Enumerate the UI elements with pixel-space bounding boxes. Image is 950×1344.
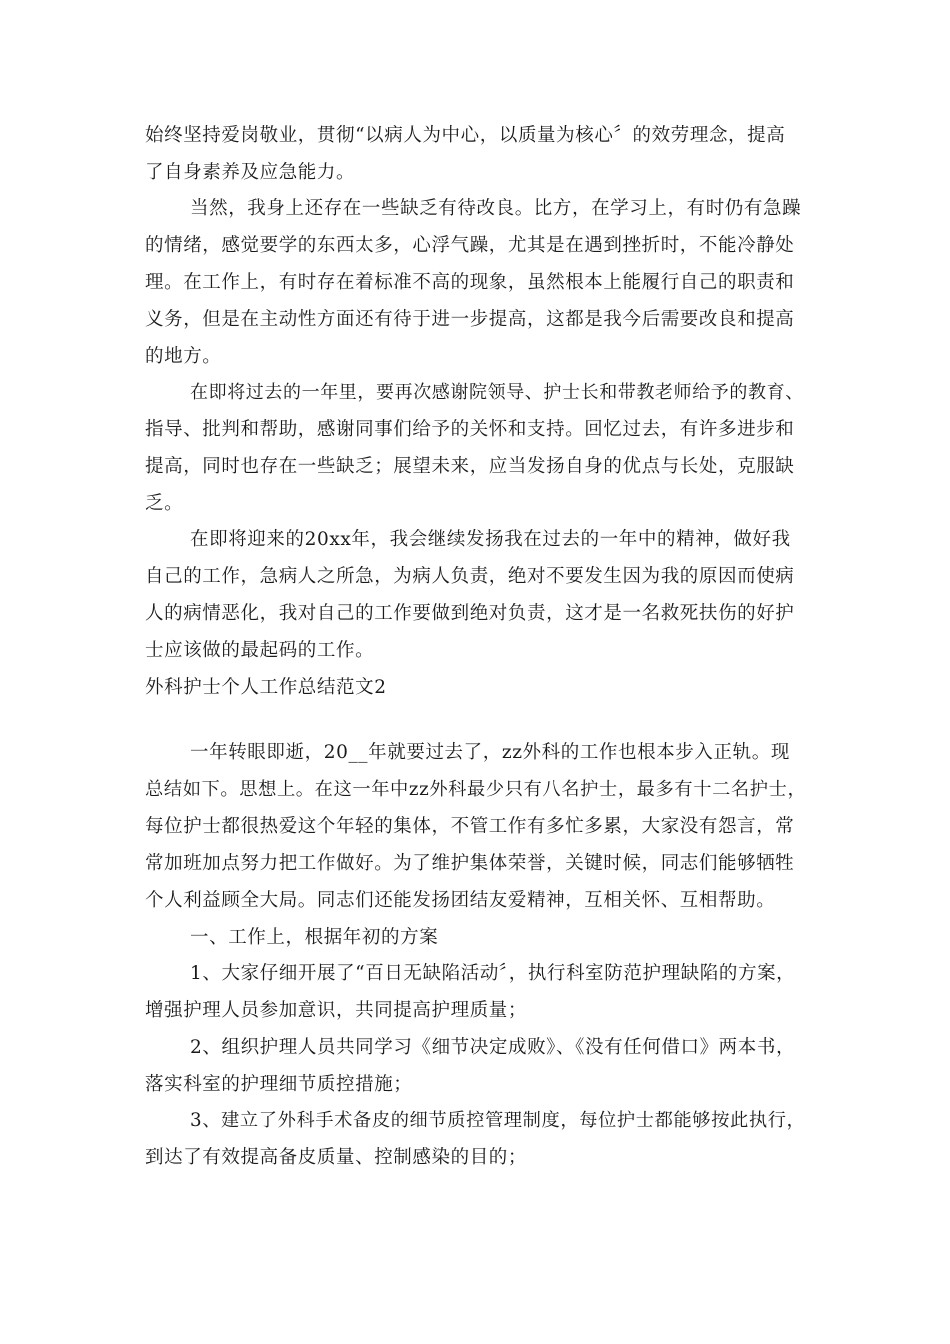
paragraph-start: 在即将过去的一年里，要再次感谢院领导、护士长和带教老师给予的教育、 — [190, 382, 804, 403]
text-line: 理。在工作上，有时存在着标准不高的现象，虽然根本上能履行自己的职责和 — [145, 272, 795, 293]
text-line: 乏。 — [145, 493, 184, 514]
text-line: 个人利益顾全大局。同志们还能发扬团结友爱精神，互相关怀、互相帮助。 — [145, 890, 776, 911]
text-line: 常加班加点努力把工作做好。为了维护集体荣誉，关键时候，同志们能够牺牲 — [145, 853, 795, 874]
section-heading: 外科护士个人工作总结范文2 — [145, 677, 387, 698]
text-line: 义务，但是在主动性方面还有待于进一步提高，这都是我今后需要改良和提高 — [145, 309, 795, 330]
list-heading: 一、工作上，根据年初的方案 — [190, 927, 439, 948]
text-line: 的情绪，感觉要学的东西太多，心浮气躁，尤其是在遇到挫折时，不能冷静处 — [145, 235, 795, 256]
text-line: 每位护士都很热爱这个年轻的集体，不管工作有多忙多累，大家没有怨言，常 — [145, 816, 795, 837]
paragraph-start: 在即将迎来的20xx年，我会继续发扬我在过去的一年中的精神，做好我 — [190, 529, 791, 550]
text-line: 的地方。 — [145, 346, 222, 367]
text-line: 士应该做的最起码的工作。 — [145, 640, 375, 661]
list-item-2: 2、组织护理人员共同学习《细节决定成败》、《没有任何借口》两本书， — [190, 1037, 796, 1058]
text-line: 自己的工作，急病人之所急，为病人负责，绝对不要发生因为我的原因而使病 — [145, 566, 795, 587]
text-line: 了自身素养及应急能力。 — [145, 162, 356, 183]
text-line: 增强护理人员参加意识，共同提高护理质量； — [145, 1000, 528, 1021]
text-line: 人的病情恶化，我对自己的工作要做到绝对负责，这才是一名救死扶伤的好护 — [145, 603, 795, 624]
text-line: 到达了有效提高备皮质量、控制感染的目的； — [145, 1147, 528, 1168]
list-item-3: 3、建立了外科手术备皮的细节质控管理制度，每位护士都能够按此执行， — [190, 1110, 806, 1131]
text-line: 提高，同时也存在一些缺乏；展望未来，应当发扬自身的优点与长处，克服缺 — [145, 456, 795, 477]
paragraph-start: 当然，我身上还存在一些缺乏有待改良。比方，在学习上，有时仍有急躁 — [190, 198, 802, 219]
text-line: 指导、批判和帮助，感谢同事们给予的关怀和支持。回忆过去，有许多进步和 — [145, 419, 795, 440]
paragraph-start: 一年转眼即逝，20__年就要过去了，zz外科的工作也根本步入正轨。现 — [190, 742, 790, 763]
text-line: 始终坚持爱岗敬业，贯彻“以病人为中心，以质量为核心〞的效劳理念，提高 — [145, 125, 786, 146]
text-line: 总结如下。思想上。在这一年中zz外科最少只有八名护士，最多有十二名护士， — [145, 779, 807, 800]
list-item-1: 1、大家仔细开展了“百日无缺陷活动〞，执行科室防范护理缺陷的方案， — [190, 963, 796, 984]
text-line: 落实科室的护理细节质控措施； — [145, 1074, 413, 1095]
